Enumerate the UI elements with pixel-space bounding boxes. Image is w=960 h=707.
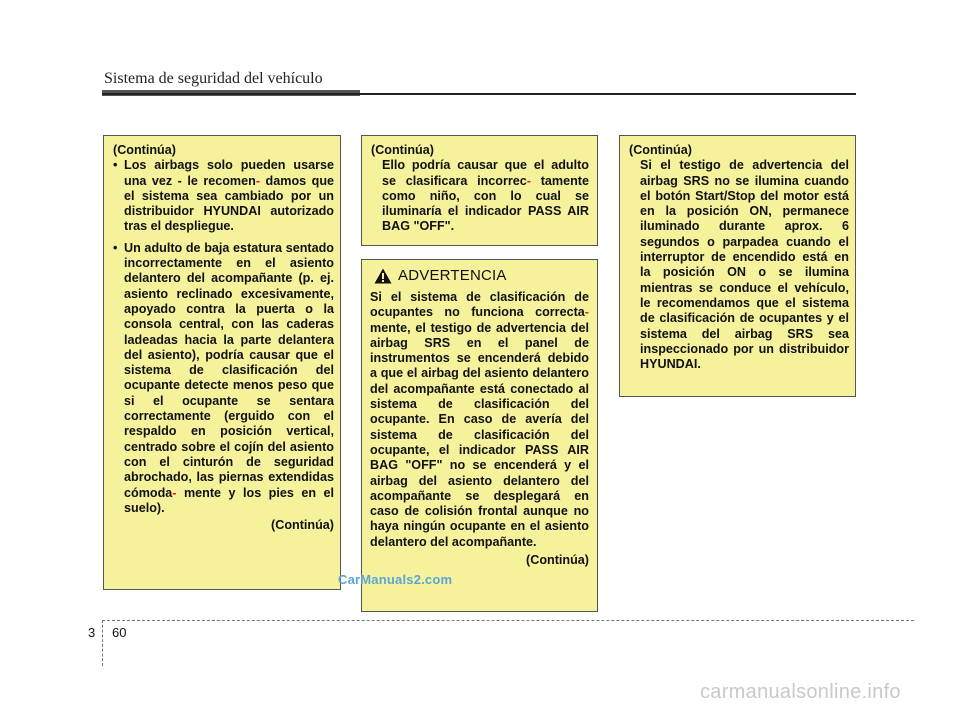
warning-triangle-icon [374, 268, 392, 284]
continued-label-top: (Continúa) [113, 143, 176, 157]
site-watermark: carmanualsonline.info [700, 681, 901, 703]
warning-text-main: Si el sistema de clasificación de ocupantes no funciona correcta [370, 290, 589, 320]
warning-box [361, 259, 598, 612]
warning-header [374, 268, 589, 284]
footer-rule [102, 620, 914, 621]
hyphen-mark: - [526, 173, 531, 188]
page-header-title: Sistema de seguridad del vehículo [104, 70, 323, 87]
page-number: 60 [112, 625, 127, 640]
body-text-rest: tamente como niño, con lo cual se iluminaría el indicador PASS AIR BAG "OFF". [382, 173, 590, 234]
bullet-text-rest: damos que el sistema sea cambiado por un distribuidor HYUNDAI autorizado tras el despliegue. [124, 173, 335, 234]
chapter-number: 3 [88, 625, 96, 640]
footer-vertical-rule [102, 620, 103, 666]
hyphen-mark: - [584, 305, 589, 320]
bullet-item-short-adult [113, 241, 334, 516]
info-box-misclassification [361, 135, 598, 246]
continued-label-bottom: (Continúa) [526, 553, 589, 568]
body-text: Si el testigo de advertencia del airbag SRS no se ilumina cuando el botón Start/Stop del motor está en la posición ON, permanece iluminado durante aprox. 6 segundos o parpadea cuando el interruptor de encendido está en la posición ON o se ilumina mientras se conduce el vehículo, le recomendamos que el sistema de clasificación de ocupantes y el sistema del airbag SRS sea inspeccionado por un distribuidor HYUNDAI. [640, 158, 849, 372]
info-box-airbag-use [103, 135, 341, 590]
bullet-item-airbag-once [113, 158, 334, 234]
bullet-text: Un adulto de baja estatura sentado incorrectamente en el asiento delantero del acompañante (p. ej. asiento reclinado excesivamente, apoyado contra la puerta o la consola central, con las caderas ladeadas hacia la parte delantera del asiento), podría causar que el sistema de clasificación del ocupante detecte menos peso que si el ocupante se sentara correctamente (erguido con el respaldo en posición vertical, centrado sobre el cojín del asiento con el cinturón de seguridad abrochado, las piernas extendidas cómoda [124, 240, 334, 500]
bullet-text: Los airbags solo pueden usarse una vez - le recomen [124, 158, 334, 188]
header-rule [102, 93, 856, 95]
hyphen-mark: - [255, 173, 261, 188]
body-text-main: Ello podría causar que el adulto se clasificara incorrec [382, 158, 589, 188]
continued-label-bottom: (Continúa) [271, 518, 334, 533]
warning-title: ADVERTENCIA [398, 267, 507, 285]
watermark-text: CarManuals2.com [338, 572, 453, 587]
hyphen-mark: - [172, 485, 177, 500]
warning-text-rest: mente, el testigo de advertencia del airbag SRS en el panel de instrumentos se encenderá debido a que el airbag del asiento delantero del acompañante está conectado al sistema de clasificación del ocupante. En caso de avería del sistema de clasificación del ocupante, el indicador PASS AIR BAG "OFF" no se encenderá y el airbag del asiento delantero del acompañante se desplegará en caso de colisión frontal aunque no haya ningún ocupante en el asiento delantero del acompañante. [370, 320, 589, 549]
continued-label-top: (Continúa) [371, 143, 434, 157]
warning-text [370, 290, 589, 550]
info-box-srs-indicator [619, 135, 856, 397]
body-text [371, 158, 589, 234]
bullet-text-rest: mente y los pies en el suelo). [124, 485, 334, 515]
continued-label-top: (Continúa) [629, 143, 692, 157]
